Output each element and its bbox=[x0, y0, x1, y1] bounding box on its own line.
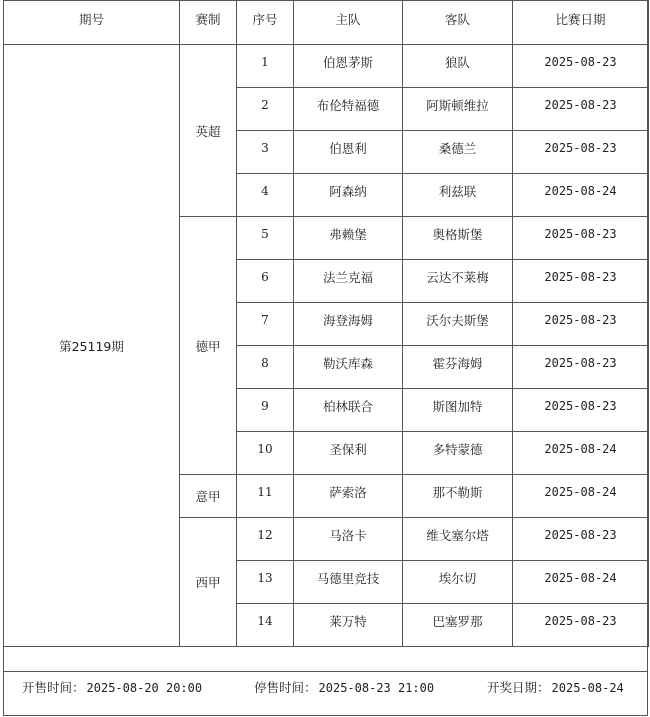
away-team: 桑德兰 bbox=[403, 131, 513, 174]
home-team: 圣保利 bbox=[294, 432, 403, 475]
away-team: 维戈塞尔塔 bbox=[403, 518, 513, 561]
header-home: 主队 bbox=[294, 1, 403, 45]
match-seq: 7 bbox=[237, 303, 294, 346]
match-date: 2025-08-23 bbox=[513, 518, 649, 561]
match-seq: 11 bbox=[237, 475, 294, 518]
header-issue: 期号 bbox=[4, 1, 180, 45]
match-seq: 14 bbox=[237, 604, 294, 647]
home-team: 马洛卡 bbox=[294, 518, 403, 561]
match-date: 2025-08-23 bbox=[513, 260, 649, 303]
match-date: 2025-08-23 bbox=[513, 131, 649, 174]
draw-date-value: 2025-08-24 bbox=[551, 681, 624, 695]
match-date: 2025-08-24 bbox=[513, 174, 649, 217]
header-away: 客队 bbox=[403, 1, 513, 45]
away-team: 云达不莱梅 bbox=[403, 260, 513, 303]
match-seq: 6 bbox=[237, 260, 294, 303]
home-team: 阿森纳 bbox=[294, 174, 403, 217]
match-seq: 9 bbox=[237, 389, 294, 432]
away-team: 沃尔夫斯堡 bbox=[403, 303, 513, 346]
sale-end-label: 停售时间： bbox=[254, 680, 317, 695]
match-seq: 1 bbox=[237, 45, 294, 88]
away-team: 奥格斯堡 bbox=[403, 217, 513, 260]
sale-start-value: 2025-08-20 20:00 bbox=[86, 681, 203, 695]
match-seq: 13 bbox=[237, 561, 294, 604]
away-team: 阿斯顿维拉 bbox=[403, 88, 513, 131]
league-name: 英超 bbox=[180, 45, 237, 217]
home-team: 勒沃库森 bbox=[294, 346, 403, 389]
away-team: 霍芬海姆 bbox=[403, 346, 513, 389]
sale-start-label: 开售时间： bbox=[22, 680, 85, 695]
away-team: 巴塞罗那 bbox=[403, 604, 513, 647]
sale-start-info bbox=[22, 678, 202, 696]
match-date: 2025-08-23 bbox=[513, 45, 649, 88]
match-date: 2025-08-24 bbox=[513, 432, 649, 475]
match-date: 2025-08-23 bbox=[513, 88, 649, 131]
match-row bbox=[4, 45, 649, 88]
away-team: 埃尔切 bbox=[403, 561, 513, 604]
header-row bbox=[4, 1, 649, 45]
match-date: 2025-08-24 bbox=[513, 561, 649, 604]
away-team: 狼队 bbox=[403, 45, 513, 88]
away-team: 那不勒斯 bbox=[403, 475, 513, 518]
home-team: 莱万特 bbox=[294, 604, 403, 647]
match-seq: 2 bbox=[237, 88, 294, 131]
home-team: 海登海姆 bbox=[294, 303, 403, 346]
match-seq: 10 bbox=[237, 432, 294, 475]
home-team: 萨索洛 bbox=[294, 475, 403, 518]
match-date: 2025-08-23 bbox=[513, 389, 649, 432]
home-team: 法兰克福 bbox=[294, 260, 403, 303]
draw-date-info bbox=[487, 678, 624, 696]
match-seq: 5 bbox=[237, 217, 294, 260]
match-date: 2025-08-23 bbox=[513, 346, 649, 389]
home-team: 柏林联合 bbox=[294, 389, 403, 432]
away-team: 斯图加特 bbox=[403, 389, 513, 432]
table-body bbox=[4, 45, 649, 647]
home-team: 弗赖堡 bbox=[294, 217, 403, 260]
away-team: 利兹联 bbox=[403, 174, 513, 217]
issue-number: 第25119期 bbox=[4, 45, 180, 647]
home-team: 伯恩利 bbox=[294, 131, 403, 174]
match-seq: 4 bbox=[237, 174, 294, 217]
match-date: 2025-08-23 bbox=[513, 217, 649, 260]
match-date: 2025-08-23 bbox=[513, 303, 649, 346]
league-name: 意甲 bbox=[180, 475, 237, 518]
sale-end-info bbox=[254, 678, 434, 696]
match-seq: 12 bbox=[237, 518, 294, 561]
sale-end-value: 2025-08-23 21:00 bbox=[318, 681, 435, 695]
sale-info-footer bbox=[0, 672, 650, 702]
header-seq: 序号 bbox=[237, 1, 294, 45]
home-team: 伯恩茅斯 bbox=[294, 45, 403, 88]
home-team: 布伦特福德 bbox=[294, 88, 403, 131]
league-name: 德甲 bbox=[180, 217, 237, 475]
draw-date-label: 开奖日期： bbox=[487, 680, 550, 695]
match-seq: 8 bbox=[237, 346, 294, 389]
table-header bbox=[4, 1, 649, 45]
footer-spacer bbox=[3, 642, 648, 672]
match-date: 2025-08-24 bbox=[513, 475, 649, 518]
home-team: 马德里竞技 bbox=[294, 561, 403, 604]
league-name: 西甲 bbox=[180, 518, 237, 647]
match-date: 2025-08-23 bbox=[513, 604, 649, 647]
match-seq: 3 bbox=[237, 131, 294, 174]
schedule-table bbox=[3, 0, 649, 647]
header-league: 赛制 bbox=[180, 1, 237, 45]
header-date: 比赛日期 bbox=[513, 1, 649, 45]
away-team: 多特蒙德 bbox=[403, 432, 513, 475]
